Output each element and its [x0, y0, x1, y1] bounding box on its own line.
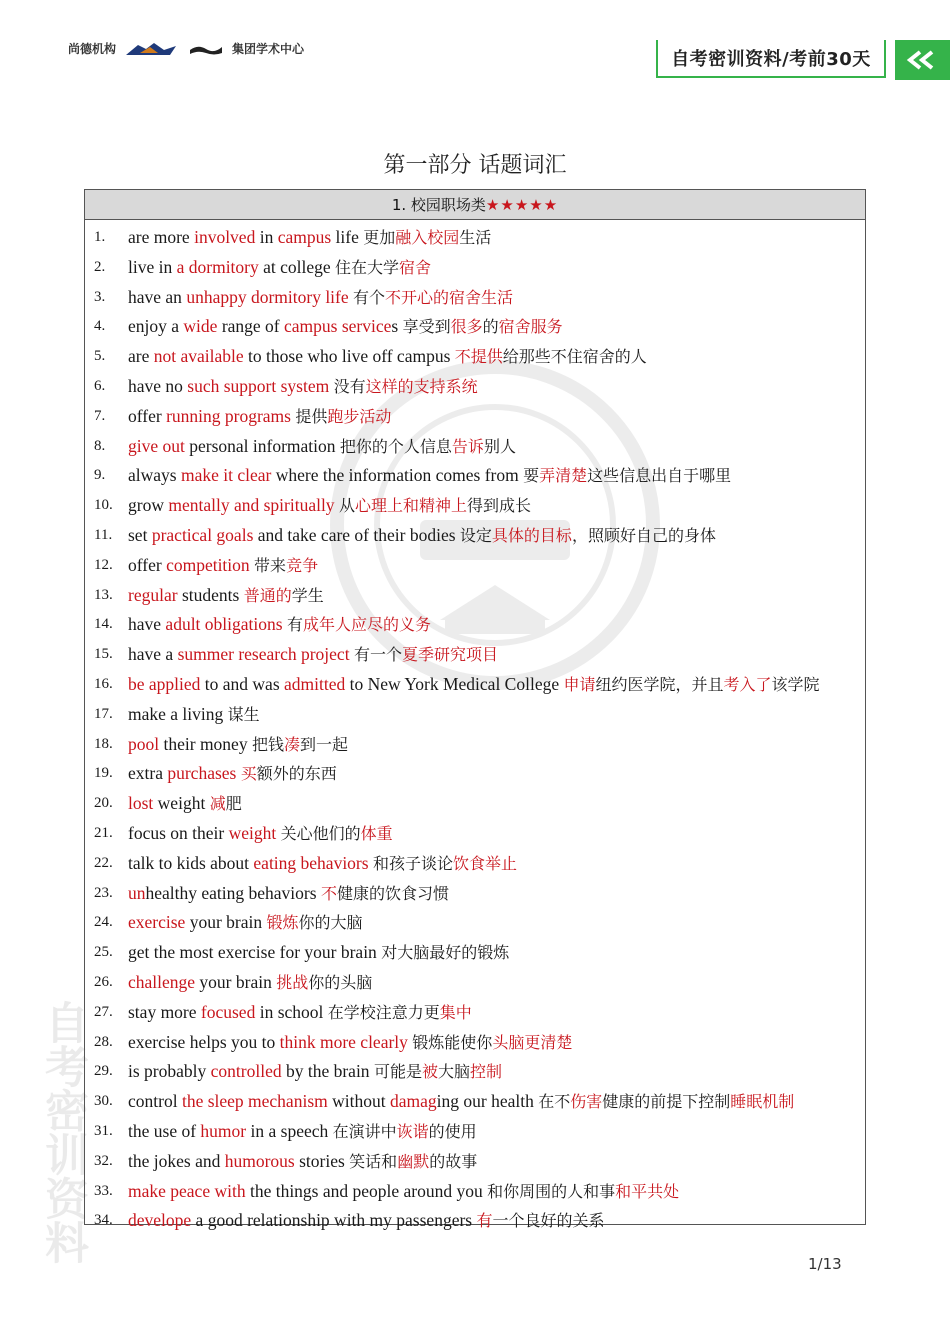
section-title: 1. 校园职场类 [391, 196, 486, 214]
highlighted-phrase: 控制 [469, 1062, 502, 1082]
phrase-text: 在不 [538, 1092, 571, 1112]
highlighted-phrase: admitted [284, 673, 346, 694]
star-rating: ★★★★★ [485, 195, 559, 214]
highlighted-phrase: lost [128, 793, 154, 814]
highlighted-phrase: unhappy dormitory life [186, 286, 349, 307]
highlighted-phrase: focused [200, 1001, 256, 1022]
phrase-text: 到一起 [299, 734, 348, 754]
phrase-text: 这些信息出自于哪里 [587, 466, 732, 486]
phrase-text: 关心他们的 [280, 823, 361, 843]
highlighted-phrase: mentally and spiritually [168, 495, 335, 516]
phrase-text: to and was [200, 673, 285, 694]
item-number: 16. [94, 675, 113, 692]
phrase-text: 的故事 [429, 1151, 478, 1171]
highlighted-phrase: controlled [210, 1061, 282, 1082]
phrase-text: 有 [286, 615, 303, 635]
vocab-item [94, 1177, 859, 1207]
phrase-text: 和孩子谈论 [372, 853, 453, 873]
item-number: 5. [94, 348, 106, 365]
highlighted-phrase: 跑步活动 [327, 406, 392, 426]
double-chevron-left-icon [906, 50, 940, 70]
phrase-text: stay more [128, 1001, 201, 1022]
phrase-text: set [128, 524, 152, 545]
item-number: 25. [94, 944, 113, 961]
phrase-text: personal information [184, 435, 340, 456]
phrase-text: 学生 [291, 585, 324, 605]
vocab-item [94, 879, 859, 909]
vocab-item [94, 581, 859, 611]
vocab-item [94, 610, 859, 640]
highlighted-phrase: 不 [320, 883, 337, 903]
highlighted-phrase: 具体的目标 [491, 525, 572, 545]
highlighted-phrase: campus service [284, 316, 392, 337]
highlighted-phrase: eating behaviors [253, 852, 369, 873]
highlighted-phrase: a dormitory [176, 256, 259, 277]
phrase-text: offer [128, 554, 167, 575]
phrase-text: 给那些不住宿舍的人 [502, 347, 647, 367]
phrase-text: at college [258, 256, 336, 277]
vocab-item [94, 402, 859, 432]
phrase-text: their money [159, 733, 252, 754]
brand-name-primary: 尚德机构 [68, 42, 117, 56]
group-logo-icon [188, 42, 224, 56]
highlighted-phrase: 挑战 [276, 972, 309, 992]
highlighted-phrase: 买 [240, 764, 257, 784]
vocabulary-table [84, 189, 866, 1231]
phrase-text: 锻炼能使你 [412, 1032, 493, 1052]
highlighted-phrase: make it clear [180, 465, 272, 486]
highlighted-phrase: 夏季研究项目 [401, 645, 498, 665]
highlighted-phrase: 睡眠机制 [730, 1092, 795, 1112]
phrase-text: 大脑 [437, 1062, 470, 1082]
highlighted-phrase: 很多 [450, 317, 483, 337]
brand-logos [68, 40, 304, 57]
phrase-text: life [331, 227, 364, 247]
phrase-text: 健康的饮食习惯 [336, 883, 449, 903]
phrase-text: the jokes and [128, 1150, 225, 1171]
phrase-text: the use of [128, 1120, 201, 1141]
highlighted-phrase: 成年人应尽的义务 [302, 615, 431, 635]
highlighted-phrase: 有 [476, 1211, 493, 1231]
item-number: 6. [94, 377, 106, 394]
phrase-text: 提供 [295, 406, 328, 426]
header-title: 自考密训资料/考前30天 [671, 49, 871, 70]
phrase-text: have a [128, 644, 178, 665]
item-number: 9. [94, 467, 106, 484]
highlighted-phrase: campus [277, 227, 332, 247]
item-number: 29. [94, 1063, 113, 1080]
highlighted-phrase: such support system [187, 375, 330, 396]
vocab-item [94, 283, 859, 313]
phrase-text: are [128, 346, 154, 367]
phrase-text: to New York Medical College [345, 673, 564, 694]
vocab-item [94, 1117, 859, 1147]
vocab-item [94, 1087, 859, 1117]
phrase-text: 别人 [483, 436, 516, 456]
phrase-text: s [391, 316, 403, 337]
item-number: 8. [94, 437, 106, 454]
phrase-text: control [128, 1091, 182, 1112]
phrase-text: 纽约医学院，并且 [595, 674, 724, 694]
highlighted-phrase: wide [183, 316, 218, 337]
item-number: 32. [94, 1152, 113, 1169]
highlighted-phrase: un [128, 882, 146, 903]
phrase-text: 把你的个人信息 [339, 436, 452, 456]
highlighted-phrase: 这样的支持系统 [365, 376, 478, 396]
item-number: 15. [94, 646, 113, 663]
highlighted-phrase: the sleep mechanism [181, 1091, 328, 1112]
phrase-text: 一个良好的关系 [492, 1211, 605, 1231]
phrase-text: 得到成长 [466, 496, 531, 516]
vocabulary-list [94, 223, 859, 1236]
item-number: 28. [94, 1033, 113, 1050]
vocab-item [94, 491, 859, 521]
vocab-item [94, 1147, 859, 1177]
highlighted-phrase: pool [128, 733, 160, 754]
vocab-item [94, 819, 859, 849]
phrase-text: 带来 [254, 555, 287, 575]
phrase-text: live in [128, 256, 177, 277]
phrase-text: weight [153, 793, 210, 814]
highlighted-phrase: 被 [421, 1062, 438, 1082]
phrase-text: 谋生 [227, 704, 260, 724]
phrase-text: 没有 [333, 376, 366, 396]
vocab-item [94, 253, 859, 283]
highlighted-phrase: regular [128, 584, 178, 605]
phrase-text: 从 [338, 496, 355, 516]
phrase-text: 健康的前提下控制 [602, 1092, 731, 1112]
phrase-text: students [177, 584, 244, 605]
vocab-item [94, 521, 859, 551]
phrase-text: get the most exercise for your brain [128, 942, 382, 963]
phrase-text: are more [128, 227, 195, 247]
item-number: 26. [94, 973, 113, 990]
item-number: 21. [94, 824, 113, 841]
highlighted-phrase: 告诉 [451, 436, 484, 456]
highlighted-phrase: 竞争 [286, 555, 319, 575]
vocab-item [94, 938, 859, 968]
highlighted-phrase: 伤害 [570, 1092, 603, 1112]
phrase-text: exercise helps you to [128, 1031, 280, 1052]
phrase-text: 对大脑最好的锻炼 [381, 943, 510, 963]
phrase-text: a good relationship with my passengers [191, 1210, 477, 1231]
phrase-text: 住在大学 [335, 257, 400, 277]
phrase-text: 的使用 [428, 1121, 477, 1141]
item-number: 33. [94, 1182, 113, 1199]
vocab-item [94, 670, 859, 700]
highlighted-phrase: damag [389, 1091, 437, 1112]
highlighted-phrase: humor [200, 1120, 247, 1141]
highlighted-phrase: 和平共处 [615, 1181, 680, 1201]
phrase-text: stories [294, 1150, 350, 1171]
vocab-item [94, 1206, 859, 1236]
highlighted-phrase: 头脑更清楚 [492, 1032, 573, 1052]
vocab-item [94, 908, 859, 938]
item-number: 11. [94, 526, 113, 543]
phrase-text: 额外的东西 [256, 764, 337, 784]
phrase-text: in [255, 227, 278, 247]
highlighted-phrase: 诙谐 [396, 1121, 429, 1141]
phrase-text: to those who live off campus [243, 346, 455, 367]
phrase-text: 要 [523, 466, 540, 486]
vocab-item [94, 730, 859, 760]
phrase-text: in school [255, 1001, 328, 1022]
phrase-text: extra [128, 763, 168, 784]
phrase-text: 该学院 [771, 674, 820, 694]
phrase-text: 可能是 [373, 1062, 422, 1082]
highlighted-phrase: 宿舍服务 [498, 317, 563, 337]
phrase-text: the things and people around you [245, 1180, 488, 1201]
phrase-text: offer [128, 405, 167, 426]
highlighted-phrase: 心理上和精神上 [354, 496, 467, 516]
highlighted-phrase: 融入校园 [395, 228, 460, 247]
phrase-text: without [327, 1091, 390, 1112]
highlighted-phrase: competition [166, 554, 250, 575]
phrase-text: 笑话和 [349, 1151, 398, 1171]
highlighted-phrase: not available [153, 346, 244, 367]
phrase-text: 你的大脑 [298, 913, 363, 933]
highlighted-phrase: 减 [209, 794, 226, 814]
item-number: 24. [94, 914, 113, 931]
vocab-item [94, 1057, 859, 1087]
item-number: 17. [94, 705, 113, 722]
highlighted-phrase: think more clearly [279, 1031, 408, 1052]
highlighted-phrase: make peace with [128, 1180, 246, 1201]
item-number: 7. [94, 407, 106, 424]
highlighted-phrase: 不开心的宿舍生活 [385, 287, 514, 307]
item-number: 20. [94, 795, 113, 812]
highlighted-phrase: 弄清楚 [539, 466, 588, 486]
phrase-text: enjoy a [128, 316, 184, 337]
phrase-text: have no [128, 375, 188, 396]
highlighted-phrase: 考入了 [723, 674, 772, 694]
phrase-text: ，照顾好自己的身体 [571, 525, 716, 545]
highlighted-phrase: develope [128, 1210, 192, 1231]
phrase-text: 肥 [225, 794, 242, 814]
phrase-text: 享受到 [402, 317, 451, 337]
phrase-text: 在演讲中 [332, 1121, 397, 1141]
highlighted-phrase: 体重 [360, 823, 393, 843]
vocab-item [94, 312, 859, 342]
item-number: 27. [94, 1003, 113, 1020]
item-number: 2. [94, 258, 106, 275]
phrase-text: and take care of their bodies [253, 524, 460, 545]
highlighted-phrase: involved [194, 227, 256, 247]
phrase-text: 你的头脑 [308, 972, 373, 992]
vocab-item [94, 1028, 859, 1058]
phrase-text: 有个 [353, 287, 386, 307]
phrase-text: by the brain [281, 1061, 374, 1082]
phrase-text: 更加 [363, 228, 396, 247]
phrase-text: is probably [128, 1061, 211, 1082]
phrase-text: ing our health [436, 1091, 539, 1112]
highlighted-phrase: summer research project [177, 644, 350, 665]
vocab-item [94, 342, 859, 372]
highlighted-phrase: running programs [166, 405, 291, 426]
item-number: 13. [94, 586, 113, 603]
phrase-text: grow [128, 495, 169, 516]
highlighted-phrase: be applied [128, 673, 201, 694]
vocab-item [94, 551, 859, 581]
vocab-item [94, 700, 859, 730]
phrase-text: make a living [128, 703, 228, 724]
highlighted-phrase: 宿舍 [399, 257, 432, 277]
vocab-item [94, 789, 859, 819]
phrase-text: talk to kids about [128, 852, 254, 873]
item-number: 34. [94, 1212, 113, 1229]
brand-animal-logo-icon [124, 41, 180, 57]
phrase-text: where the information comes from [271, 465, 524, 486]
header-title-box [656, 40, 886, 78]
phrase-text: 把钱 [251, 734, 284, 754]
phrase-text: 有一个 [353, 645, 402, 665]
phrase-text: 生活 [459, 228, 492, 247]
phrase-text: 和你周围的人和事 [487, 1181, 616, 1201]
highlighted-phrase: 申请 [563, 674, 596, 694]
phrase-text: always [128, 465, 181, 486]
header-accent-tab [895, 40, 950, 80]
brand-name-secondary: 集团学术中心 [232, 42, 305, 56]
item-number: 31. [94, 1122, 113, 1139]
vocab-item [94, 461, 859, 491]
highlighted-phrase: adult obligations [165, 614, 283, 635]
phrase-text: your brain [185, 912, 267, 933]
highlighted-phrase: 不提供 [454, 347, 503, 367]
page-title: 第一部分 话题词汇 [383, 153, 567, 178]
item-number: 22. [94, 854, 113, 871]
highlighted-phrase: 集中 [439, 1002, 472, 1022]
phrase-text: have an [128, 286, 187, 307]
item-number: 1. [94, 229, 106, 245]
item-number: 10. [94, 497, 113, 514]
vocab-item [94, 640, 859, 670]
phrase-text: focus on their [128, 822, 229, 843]
page-number: 1/13 [808, 1255, 842, 1273]
item-number: 12. [94, 556, 113, 573]
highlighted-phrase: 普通的 [243, 585, 292, 605]
vocab-item [94, 968, 859, 998]
vocab-item [94, 432, 859, 462]
item-number: 30. [94, 1093, 113, 1110]
highlighted-phrase: purchases [167, 763, 237, 784]
item-number: 23. [94, 884, 113, 901]
item-number: 4. [94, 318, 106, 335]
highlighted-phrase: 饮食举止 [452, 853, 517, 873]
phrase-text: healthy eating behaviors [145, 882, 321, 903]
phrase-text: have [128, 614, 166, 635]
item-number: 14. [94, 616, 113, 633]
vocab-item [94, 223, 859, 253]
highlighted-phrase: give out [128, 435, 185, 456]
phrase-text: in a speech [246, 1120, 333, 1141]
highlighted-phrase: challenge [128, 971, 196, 992]
phrase-text: 的 [482, 317, 499, 337]
item-number: 19. [94, 765, 113, 782]
highlighted-phrase: 凑 [283, 734, 300, 754]
vertical-watermark-text: 自考密训资料 [37, 1000, 88, 1264]
highlighted-phrase: humorous [224, 1150, 295, 1171]
phrase-text: your brain [195, 971, 277, 992]
vocab-item [94, 998, 859, 1028]
item-number: 18. [94, 735, 113, 752]
highlighted-phrase: exercise [128, 912, 186, 933]
phrase-text: 设定 [459, 525, 492, 545]
vocab-item [94, 849, 859, 879]
vocab-item [94, 372, 859, 402]
item-number: 3. [94, 288, 106, 305]
phrase-text: 在学校注意力更 [327, 1002, 440, 1022]
vocab-item [94, 759, 859, 789]
table-header [85, 190, 865, 220]
highlighted-phrase: 幽默 [397, 1151, 430, 1171]
highlighted-phrase: weight [228, 822, 277, 843]
phrase-text: range of [217, 316, 285, 337]
highlighted-phrase: 锻炼 [266, 913, 299, 933]
highlighted-phrase: practical goals [151, 524, 254, 545]
